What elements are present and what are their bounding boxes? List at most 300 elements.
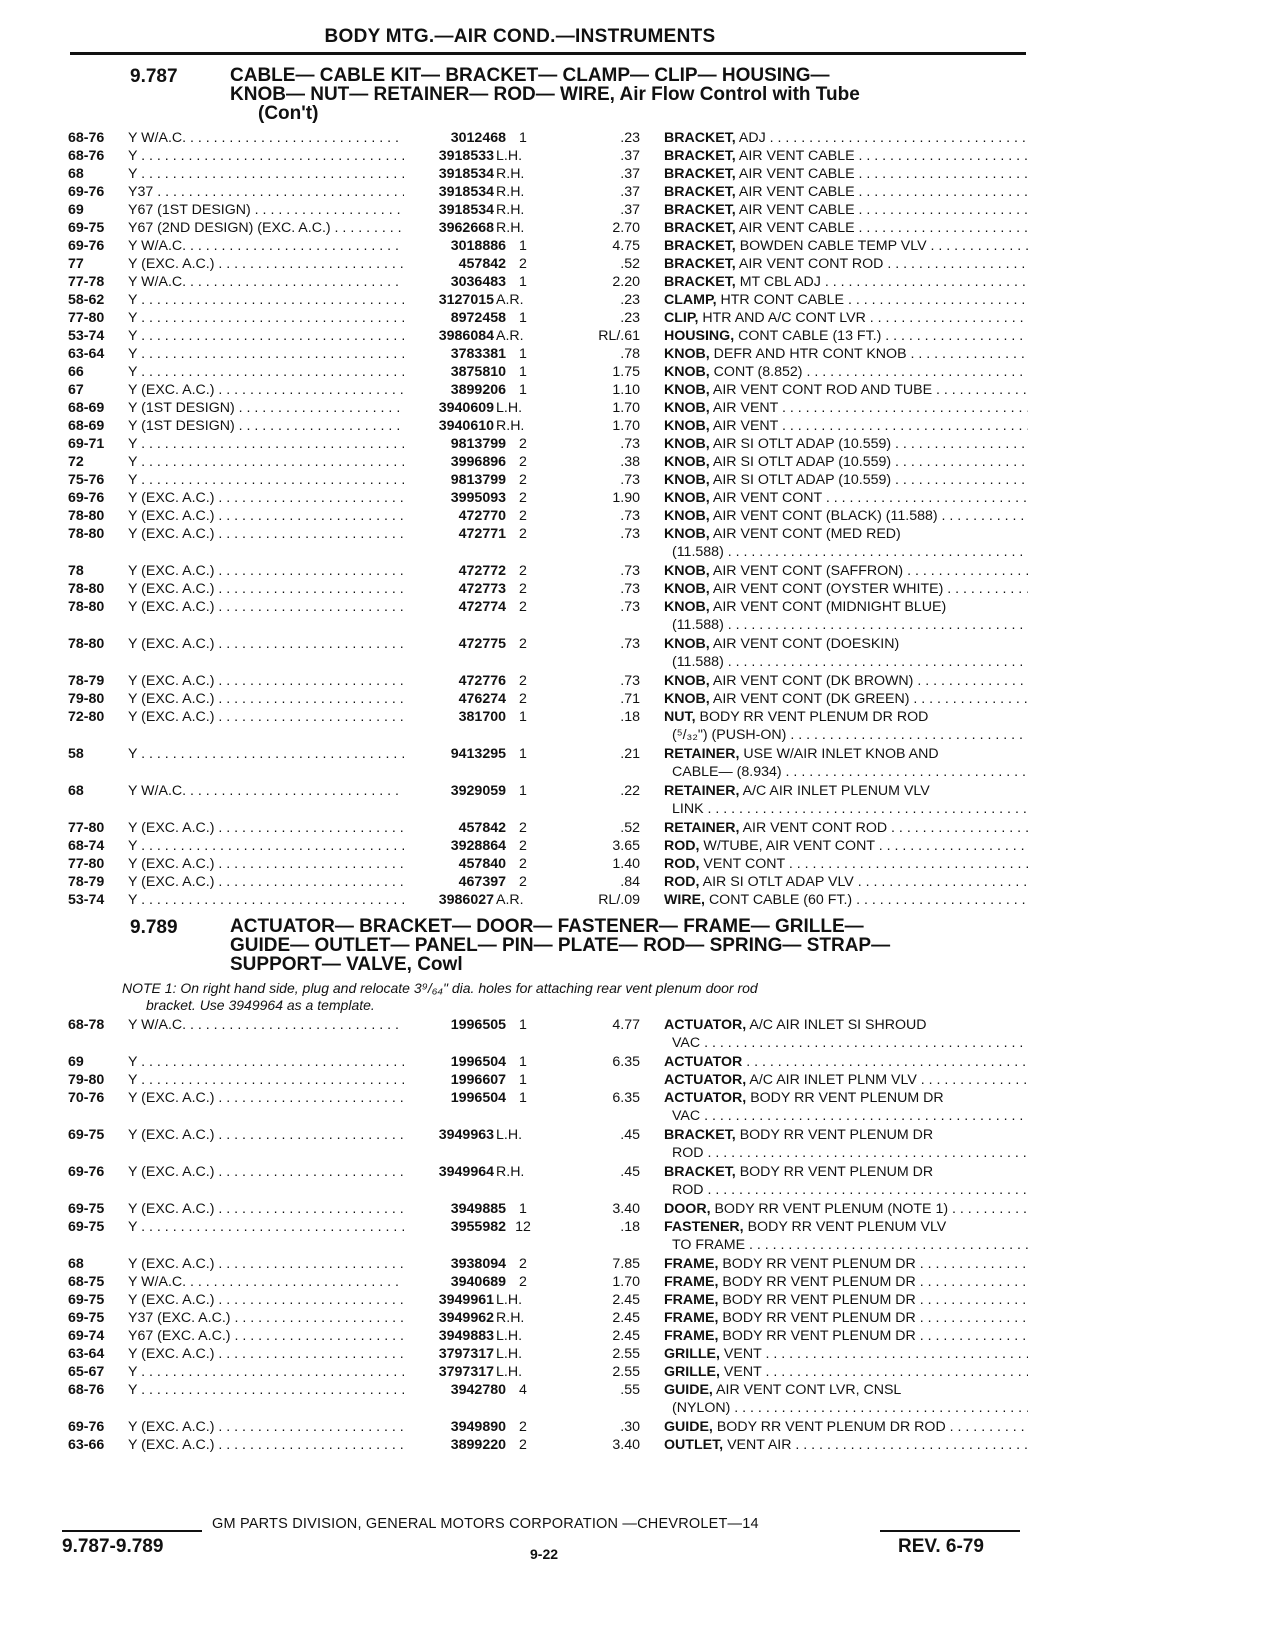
model-code: Y . . . <box>128 327 404 345</box>
quantity: 1 <box>519 1072 527 1088</box>
model-code: Y (EXC. A.C.) . . . <box>128 690 404 708</box>
part-number: 3996896 <box>450 454 506 470</box>
model-year: 58-62 <box>68 292 105 308</box>
table-row <box>0 580 1040 598</box>
model-code: Y (EXC. A.C.) . . . <box>128 507 404 525</box>
price: .73 <box>620 472 640 488</box>
part-name: KNOB, <box>664 418 710 434</box>
part-name: BRACKET, <box>664 274 736 290</box>
part-name: ROD, <box>664 874 700 890</box>
footer-revision: REV. 6-79 <box>898 1536 984 1557</box>
part-detail: AIR VENT CABLE <box>738 184 855 200</box>
part-description-continued: (11.588) . . . <box>672 653 1028 671</box>
model-code: Y37 (EXC. A.C.) . . . <box>128 1309 404 1327</box>
part-name: KNOB, <box>664 599 710 615</box>
section-title <box>230 917 1030 974</box>
part-number: 3995093 <box>450 490 506 506</box>
model-year: 65-67 <box>68 1364 105 1380</box>
table-row <box>0 1327 1040 1345</box>
quantity: 2 <box>519 472 527 488</box>
part-detail: VENT <box>723 1364 762 1380</box>
quantity: 2 <box>519 1256 527 1272</box>
section-title-line: (Con't) <box>258 103 319 124</box>
table-row <box>0 327 1040 345</box>
section-number: 9.787 <box>130 66 178 87</box>
model-year: 69-75 <box>68 1219 105 1235</box>
part-description <box>664 891 1028 909</box>
part-description <box>664 1053 1028 1071</box>
price: 1.40 <box>612 856 640 872</box>
footer-section-range: 9.787-9.789 <box>62 1536 164 1557</box>
model-year: 69 <box>68 202 84 218</box>
quantity: 1 <box>519 382 527 398</box>
model-year: 63-64 <box>68 1346 105 1362</box>
model-year: 68-74 <box>68 838 105 854</box>
price: .37 <box>620 166 640 182</box>
model-year: 78-80 <box>68 526 105 542</box>
part-name: BRACKET, <box>664 1164 736 1180</box>
part-detail: BODY RR VENT PLENUM DR ROD <box>716 1419 946 1435</box>
part-name: OUTLET, <box>664 1437 724 1453</box>
model-code: Y W/A.C. . . . <box>128 1273 404 1291</box>
part-number: 3018886 <box>450 238 506 254</box>
part-detail: BODY RR VENT PLENUM DR <box>722 1328 916 1344</box>
part-detail: AIR VENT CONT (OYSTER WHITE) <box>712 581 944 597</box>
part-name: KNOB, <box>664 526 710 542</box>
part-detail: USE W/AIR INLET KNOB AND <box>743 746 939 762</box>
price: 6.35 <box>612 1054 640 1070</box>
table-row <box>0 1071 1040 1089</box>
table-row-continued <box>0 726 1040 744</box>
table-row <box>0 237 1040 255</box>
part-number: 457840 <box>458 856 506 872</box>
table-row <box>0 291 1040 309</box>
model-code: Y (1ST DESIGN) . . . <box>128 399 404 417</box>
table-row <box>0 309 1040 327</box>
model-code: Y (EXC. A.C.) . . . <box>128 1418 404 1436</box>
part-detail: AIR VENT CONT (SAFFRON) <box>712 563 904 579</box>
part-detail: AIR SI OTLT ADAP (10.559) <box>712 436 892 452</box>
model-code: Y . . . <box>128 745 404 763</box>
price: 6.35 <box>612 1090 640 1106</box>
model-code: Y . . . <box>128 147 404 165</box>
part-description <box>664 453 1028 471</box>
model-year: 69-74 <box>68 1328 105 1344</box>
part-number: 1996504 <box>450 1090 506 1106</box>
model-year: 68 <box>68 783 84 799</box>
part-detail: AIR SI OTLT ADAP VLV <box>702 874 854 890</box>
part-number: 457842 <box>458 820 506 836</box>
part-detail: BODY RR VENT PLENUM DR <box>739 1127 934 1143</box>
part-detail: AIR VENT CABLE <box>738 202 855 218</box>
part-name: FASTENER, <box>664 1219 744 1235</box>
side-code: A.R. <box>496 892 524 908</box>
part-detail: CONT CABLE (13 FT.) <box>738 328 882 344</box>
part-name: NUT, <box>664 709 696 725</box>
part-number: 3938094 <box>450 1256 506 1272</box>
part-name: BRACKET, <box>664 220 736 236</box>
part-name: ROD, <box>664 838 700 854</box>
price: .23 <box>620 292 640 308</box>
model-year: 69-75 <box>68 1201 105 1217</box>
quantity: 1 <box>519 1090 527 1106</box>
part-detail: BOWDEN CABLE TEMP VLV <box>739 238 927 254</box>
table-row <box>0 363 1040 381</box>
price: 4.77 <box>612 1017 640 1033</box>
part-description <box>664 471 1028 489</box>
model-year: 77 <box>68 256 84 272</box>
table-row <box>0 129 1040 147</box>
model-year: 77-80 <box>68 856 105 872</box>
part-detail: BODY RR VENT PLENUM DR <box>739 1164 934 1180</box>
price: .21 <box>620 746 640 762</box>
table-row <box>0 417 1040 435</box>
quantity: 2 <box>519 874 527 890</box>
quantity: 1 <box>519 1017 527 1033</box>
part-name: BRACKET, <box>664 130 736 146</box>
part-description <box>664 1345 1028 1363</box>
model-year: 68-76 <box>68 1382 105 1398</box>
part-name: WIRE, <box>664 892 705 908</box>
part-description-continued: (11.588) . . . <box>672 543 1028 561</box>
part-description <box>664 129 1028 147</box>
part-description <box>664 147 1028 165</box>
part-detail: BODY RR VENT PLENUM DR ROD <box>699 709 929 725</box>
table-row <box>0 1291 1040 1309</box>
side-code: L.H. <box>496 148 523 164</box>
table-row-continued <box>0 763 1040 781</box>
table-row-continued <box>0 1399 1040 1417</box>
part-name: KNOB, <box>664 490 710 506</box>
model-year: 69-76 <box>68 1419 105 1435</box>
model-year: 78-80 <box>68 508 105 524</box>
part-number: 3949964 <box>438 1164 494 1180</box>
table-row <box>0 562 1040 580</box>
side-code: L.H. <box>496 1127 523 1143</box>
price: 2.45 <box>612 1292 640 1308</box>
part-name: KNOB, <box>664 382 710 398</box>
model-code: Y (EXC. A.C.) . . . <box>128 1291 404 1309</box>
price: 3.65 <box>612 838 640 854</box>
table-row <box>0 507 1040 525</box>
quantity: 2 <box>519 436 527 452</box>
part-description <box>664 417 1028 435</box>
part-detail: VENT <box>723 1346 762 1362</box>
quantity: 2 <box>519 636 527 652</box>
table-row <box>0 1163 1040 1181</box>
part-detail: BODY RR VENT PLENUM DR <box>722 1292 916 1308</box>
part-description <box>664 1418 1028 1436</box>
part-name: HOUSING, <box>664 328 735 344</box>
part-number: 3955982 <box>450 1219 506 1235</box>
model-code: Y (1ST DESIGN) . . . <box>128 417 404 435</box>
part-name: KNOB, <box>664 673 710 689</box>
part-description-continued: (⁵/₃₂") (PUSH-ON) . . . <box>672 726 1028 744</box>
part-name: FRAME, <box>664 1274 719 1290</box>
footer-rule-right <box>880 1530 1020 1532</box>
part-description <box>664 598 1028 616</box>
part-number: 476274 <box>458 691 506 707</box>
price: .38 <box>620 454 640 470</box>
price: 2.45 <box>612 1328 640 1344</box>
part-description <box>664 1255 1028 1273</box>
price: .73 <box>620 581 640 597</box>
price: .30 <box>620 1419 640 1435</box>
part-description <box>664 399 1028 417</box>
part-number: 1996607 <box>450 1072 506 1088</box>
part-description <box>664 1126 1028 1144</box>
model-code: Y (EXC. A.C.) . . . <box>128 708 404 726</box>
quantity: 2 <box>519 490 527 506</box>
part-description <box>664 273 1028 291</box>
table-row <box>0 1345 1040 1363</box>
part-detail: CONT CABLE (60 FT.) <box>708 892 853 908</box>
part-description <box>664 855 1028 873</box>
price: .73 <box>620 508 640 524</box>
price: .37 <box>620 184 640 200</box>
model-code: Y (EXC. A.C.) . . . <box>128 1200 404 1218</box>
quantity: 2 <box>519 673 527 689</box>
part-description <box>664 363 1028 381</box>
table-row <box>0 435 1040 453</box>
part-name: ACTUATOR, <box>664 1017 747 1033</box>
table-row <box>0 855 1040 873</box>
quantity: 1 <box>519 1201 527 1217</box>
part-name: FRAME, <box>664 1292 719 1308</box>
part-name: RETAINER, <box>664 783 740 799</box>
part-description <box>664 837 1028 855</box>
part-number: 3962668 <box>438 220 494 236</box>
table-row <box>0 1418 1040 1436</box>
part-description <box>664 782 1028 800</box>
part-detail: AIR VENT CABLE <box>738 166 855 182</box>
part-name: KNOB, <box>664 454 710 470</box>
part-detail: BODY RR VENT PLENUM DR <box>722 1256 916 1272</box>
part-detail: AIR VENT CONT (DK GREEN) <box>712 691 910 707</box>
table-row <box>0 745 1040 763</box>
part-number: 3986027 <box>438 892 494 908</box>
part-name: FRAME, <box>664 1256 719 1272</box>
part-description <box>664 1200 1028 1218</box>
part-description <box>664 819 1028 837</box>
price: .73 <box>620 636 640 652</box>
part-number: 1996505 <box>450 1017 506 1033</box>
part-description <box>664 1218 1028 1236</box>
side-code: R.H. <box>496 202 525 218</box>
model-year: 63-64 <box>68 346 105 362</box>
part-number: 3940609 <box>438 400 494 416</box>
model-code: Y67 (1ST DESIGN) . . . <box>128 201 404 219</box>
price: .73 <box>620 526 640 542</box>
title-rule <box>70 52 1026 55</box>
price: .55 <box>620 1382 640 1398</box>
model-code: Y (EXC. A.C.) . . . <box>128 1126 404 1144</box>
section-title-line: SUPPORT— VALVE, Cowl <box>230 954 463 975</box>
table-row <box>0 1363 1040 1381</box>
price: .73 <box>620 599 640 615</box>
part-number: 3918534 <box>438 184 494 200</box>
model-year: 68-76 <box>68 148 105 164</box>
price: 1.70 <box>612 1274 640 1290</box>
page-title: BODY MTG.—AIR COND.—INSTRUMENTS <box>324 26 716 47</box>
part-name: BRACKET, <box>664 256 736 272</box>
part-description <box>664 525 1028 543</box>
table-row <box>0 255 1040 273</box>
part-description-continued: VAC . . . <box>672 1107 1028 1125</box>
part-number: 3940610 <box>438 418 494 434</box>
table-row <box>0 782 1040 800</box>
part-number: 3012468 <box>450 130 506 146</box>
quantity: 1 <box>519 238 527 254</box>
table-row-continued <box>0 1144 1040 1162</box>
part-description <box>664 435 1028 453</box>
part-detail: AIR VENT <box>712 418 779 434</box>
quantity: 2 <box>519 256 527 272</box>
model-year: 75-76 <box>68 472 105 488</box>
quantity: 2 <box>519 599 527 615</box>
price: 1.90 <box>612 490 640 506</box>
part-description <box>664 219 1028 237</box>
quantity: 2 <box>519 1274 527 1290</box>
part-name: FRAME, <box>664 1328 719 1344</box>
model-year: 69-75 <box>68 1310 105 1326</box>
table-row <box>0 891 1040 909</box>
part-description <box>664 1436 1028 1454</box>
footer-rule-left <box>62 1530 202 1532</box>
part-description <box>664 708 1028 726</box>
model-code: Y (EXC. A.C.) . . . <box>128 873 404 891</box>
part-name: KNOB, <box>664 472 710 488</box>
table-row-continued <box>0 1236 1040 1254</box>
part-detail: AIR SI OTLT ADAP (10.559) <box>712 454 892 470</box>
price: .73 <box>620 436 640 452</box>
price: .18 <box>620 1219 640 1235</box>
part-detail: AIR VENT CONT (MED RED) <box>712 526 901 542</box>
part-description <box>664 1273 1028 1291</box>
part-description-continued: (NYLON) . . . <box>672 1399 1028 1417</box>
model-year: 78-80 <box>68 581 105 597</box>
model-year: 72 <box>68 454 84 470</box>
model-code: Y (EXC. A.C.) . . . <box>128 672 404 690</box>
part-name: KNOB, <box>664 636 710 652</box>
model-code: Y . . . <box>128 345 404 363</box>
part-name: BRACKET, <box>664 166 736 182</box>
price: 7.85 <box>612 1256 640 1272</box>
part-number: 3942780 <box>450 1382 506 1398</box>
part-number: 472770 <box>458 508 506 524</box>
model-year: 77-78 <box>68 274 105 290</box>
table-row <box>0 635 1040 653</box>
quantity: 2 <box>519 691 527 707</box>
side-code: A.R. <box>496 292 524 308</box>
part-detail: AIR VENT CONT ROD AND TUBE <box>712 382 933 398</box>
model-year: 68 <box>68 1256 84 1272</box>
part-description <box>664 1071 1028 1089</box>
quantity: 1 <box>519 346 527 362</box>
part-number: 472774 <box>458 599 506 615</box>
model-code: Y . . . <box>128 1363 404 1381</box>
part-description-continued: VAC . . . <box>672 1034 1028 1052</box>
model-code: Y (EXC. A.C.) . . . <box>128 1089 404 1107</box>
model-year: 78-79 <box>68 673 105 689</box>
part-name: BRACKET, <box>664 238 736 254</box>
part-description <box>664 1291 1028 1309</box>
part-name: GRILLE, <box>664 1364 720 1380</box>
price: 2.70 <box>612 220 640 236</box>
quantity: 2 <box>519 508 527 524</box>
quantity: 2 <box>519 820 527 836</box>
part-description <box>664 580 1028 598</box>
price: .37 <box>620 148 640 164</box>
part-number: 3949883 <box>438 1328 494 1344</box>
model-year: 68-76 <box>68 130 105 146</box>
part-detail: BODY RR VENT PLENUM DR <box>750 1090 944 1106</box>
part-detail: AIR VENT CABLE <box>738 220 855 236</box>
model-year: 68-69 <box>68 400 105 416</box>
quantity: 1 <box>519 709 527 725</box>
model-code: Y . . . <box>128 309 404 327</box>
part-detail: AIR VENT CABLE <box>738 148 855 164</box>
price: 1.70 <box>612 400 640 416</box>
part-detail: AIR VENT CONT (DOESKIN) <box>712 636 900 652</box>
table-row <box>0 489 1040 507</box>
part-name: KNOB, <box>664 400 710 416</box>
price: 2.55 <box>612 1364 640 1380</box>
table-row <box>0 219 1040 237</box>
part-number: 472773 <box>458 581 506 597</box>
model-year: 69-76 <box>68 184 105 200</box>
side-code: R.H. <box>496 184 525 200</box>
part-name: KNOB, <box>664 581 710 597</box>
quantity: 2 <box>519 838 527 854</box>
table-row-continued <box>0 653 1040 671</box>
model-year: 67 <box>68 382 84 398</box>
part-number: 472775 <box>458 636 506 652</box>
part-number: 467397 <box>458 874 506 890</box>
quantity: 2 <box>519 581 527 597</box>
part-detail: AIR SI OTLT ADAP (10.559) <box>712 472 892 488</box>
part-detail: DEFR AND HTR CONT KNOB <box>713 346 907 362</box>
table-row <box>0 873 1040 891</box>
model-code: Y W/A.C. . . . <box>128 782 404 800</box>
table-row-continued <box>0 1181 1040 1199</box>
table-row <box>0 1200 1040 1218</box>
part-number: 3949962 <box>438 1310 494 1326</box>
price: .71 <box>620 691 640 707</box>
part-detail: AIR VENT CONT ROD <box>738 256 884 272</box>
part-number: 3949885 <box>450 1201 506 1217</box>
model-code: Y . . . <box>128 363 404 381</box>
section-title-line: CABLE— CABLE KIT— BRACKET— CLAMP— CLIP— HOUSING— <box>230 65 830 86</box>
model-year: 53-74 <box>68 328 105 344</box>
part-description <box>664 1327 1028 1345</box>
quantity: 12 <box>515 1219 531 1235</box>
part-detail: VENT CONT <box>703 856 785 872</box>
model-year: 69-75 <box>68 220 105 236</box>
part-detail: A/C AIR INLET PLNM VLV <box>749 1072 917 1088</box>
part-description <box>664 489 1028 507</box>
model-year: 58 <box>68 746 84 762</box>
model-year: 68-75 <box>68 1274 105 1290</box>
model-year: 69-76 <box>68 238 105 254</box>
quantity: 1 <box>519 783 527 799</box>
model-year: 77-80 <box>68 310 105 326</box>
model-code: Y (EXC. A.C.) . . . <box>128 1436 404 1454</box>
model-code: Y . . . <box>128 891 404 909</box>
model-code: Y . . . <box>128 1071 404 1089</box>
model-code: Y W/A.C. . . . <box>128 1016 404 1034</box>
part-detail: MT CBL ADJ <box>739 274 821 290</box>
